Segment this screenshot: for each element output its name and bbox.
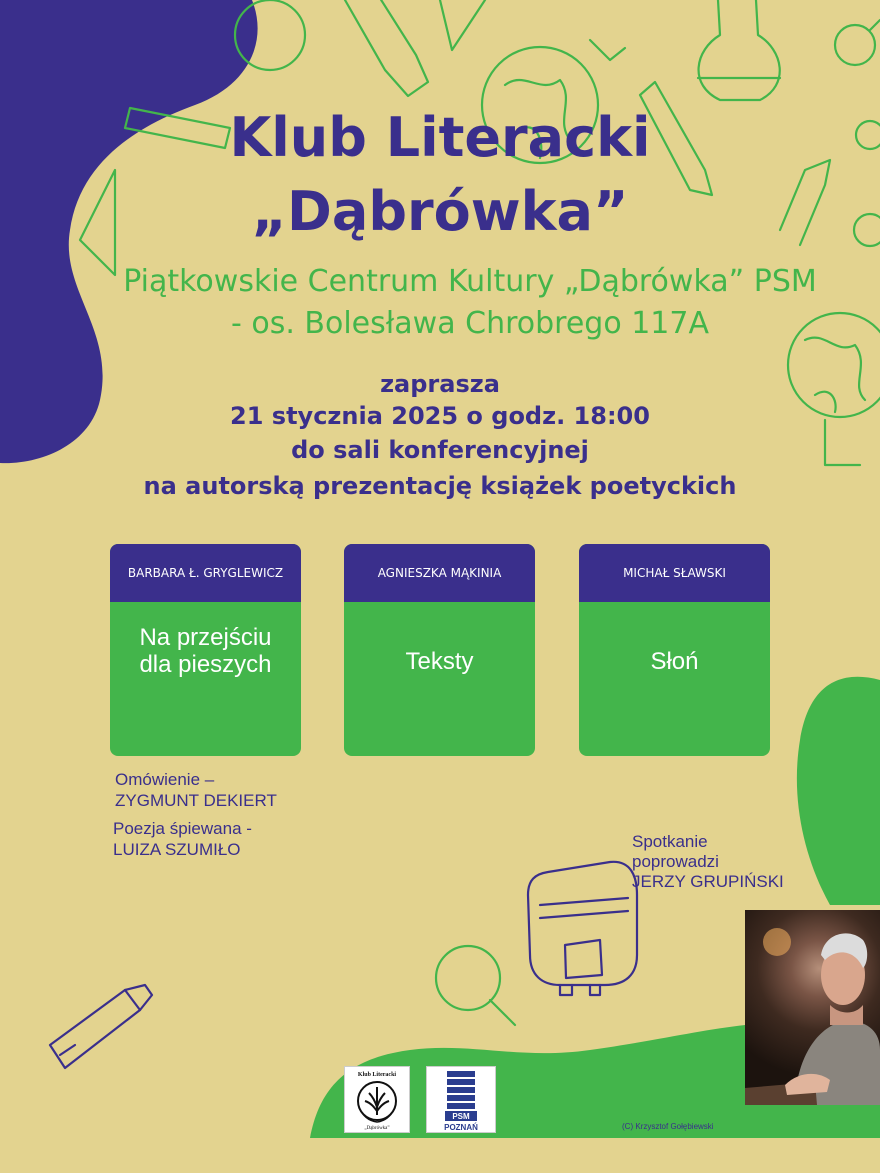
book-title: Słoń [650,648,699,675]
green-blob-right-shape [797,677,880,905]
host-line-1: Spotkanie [632,832,708,851]
discussion-name: ZYGMUNT DEKIERT [115,791,277,810]
club-logo-graphic [345,1067,409,1132]
singing-name: LUIZA SZUMIŁO [113,840,241,859]
invitation-date: 21 stycznia 2025 o godz. 18:00 [230,402,650,430]
host-photo [745,910,880,1105]
psm-logo-top-text: PSM [452,1112,470,1121]
ruler-doodle [440,0,485,50]
host-name: JERZY GRUPIŃSKI [632,872,784,891]
host-photo-illustration [745,910,880,1105]
book-card-2 [344,544,535,756]
discussion-label: Omówienie – [115,770,215,789]
book-author: MICHAŁ SŁAWSKI [579,544,770,602]
club-logo [344,1066,410,1133]
club-logo-bottom-text: „Dąbrówka” [364,1126,390,1131]
title-line-1: Klub Literacki [229,106,651,169]
crayon-doodle [50,990,140,1068]
venue-line-2: - os. Bolesława Chrobrego 117A [230,306,710,341]
singing-label: Poezja śpiewana - [113,819,252,838]
invitation-line-3: do sali konferencyjnej [291,436,589,464]
book-title: Teksty [405,648,474,675]
psm-logo-graphic [427,1067,495,1132]
title-line-2: „Dąbrówka” [251,180,629,243]
psm-logo-bottom-text: POZNAŃ [444,1123,478,1132]
invitation-line-4: na autorską prezentację książek poetyckich [143,472,737,500]
club-logo-top-text: Klub Literacki [357,1072,397,1078]
magnifier-doodle-1 [835,25,875,65]
venue-line-1: Piątkowskie Centrum Kultury „Dąbrówka” PSM [123,264,817,299]
flask-doodle [699,0,780,100]
book-card-1 [110,544,301,756]
book-card-3 [579,544,770,756]
book-title: Na przejściu dla pieszych [139,624,272,678]
backpack-doodle [528,862,637,985]
book-author: AGNIESZKA MĄKINIA [344,544,535,602]
photo-credit: (C) Krzysztof Gołębiewski [622,1122,714,1131]
invitation-line-1: zaprasza [380,370,500,398]
psm-logo [426,1066,496,1133]
book-author: BARBARA Ł. GRYGLEWICZ [110,544,301,602]
pencil-doodle-1 [345,0,428,96]
host-line-2: poprowadzi [632,852,719,871]
